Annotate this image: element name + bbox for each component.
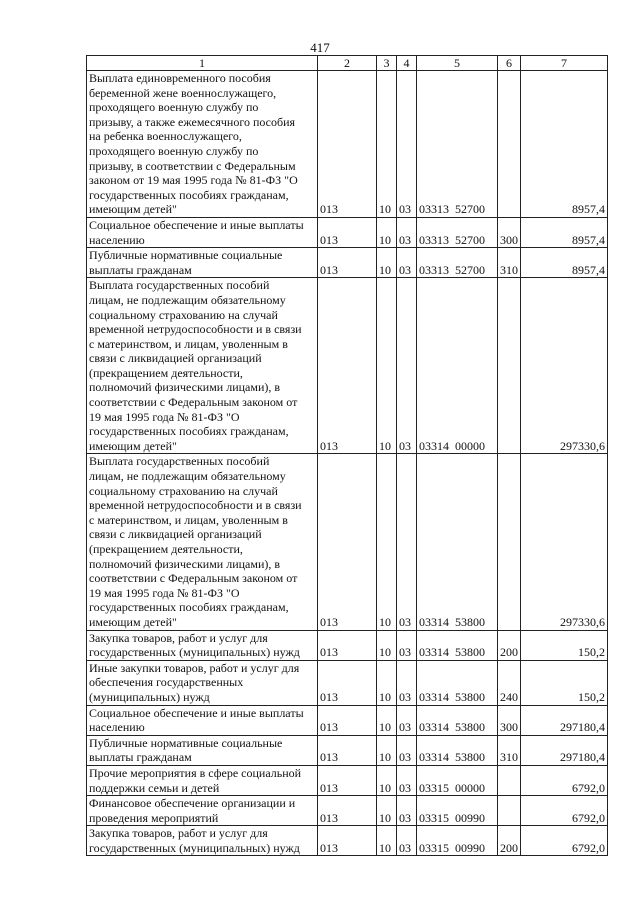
subsection-code: 03 — [397, 278, 417, 454]
expense-type-code: 310 — [498, 248, 521, 278]
section-code: 10 — [377, 826, 397, 856]
ministry-code: 013 — [318, 248, 377, 278]
subsection-code: 03 — [397, 705, 417, 735]
item-name: Иные закупки товаров, работ и услуг для обеспечения государственных (муниципальных) нужд — [87, 660, 318, 705]
target-article-code: 03313 52700 — [417, 71, 498, 218]
item-name: Выплата государственных пособий лицам, не подлежащим обязательному социальному страхованию на случай временной нетрудоспособности и в связи с материнством, и лицам, уволенным в связи с ликвидацией организаций (прекращением деятельности, полномочий физическими лицами), в соответствии с Федеральным законом от 19 мая 1995 года № 81-ФЗ "О государственных пособиях гражданам, имеющим детей" — [87, 454, 318, 630]
amount: 6792,0 — [521, 765, 608, 795]
table-row — [87, 248, 608, 278]
expense-type-code — [498, 278, 521, 454]
item-name: Социальное обеспечение и иные выплаты населению — [87, 217, 318, 247]
ministry-code: 013 — [318, 217, 377, 247]
column-header: 2 — [318, 56, 377, 71]
subsection-code: 03 — [397, 248, 417, 278]
expense-type-code — [498, 796, 521, 826]
item-name: Публичные нормативные социальные выплаты гражданам — [87, 735, 318, 765]
table-row — [87, 705, 608, 735]
amount: 6792,0 — [521, 796, 608, 826]
table-row — [87, 826, 608, 856]
amount: 150,2 — [521, 660, 608, 705]
section-code: 10 — [377, 217, 397, 247]
expense-type-code: 300 — [498, 217, 521, 247]
amount: 8957,4 — [521, 248, 608, 278]
expense-type-code: 200 — [498, 630, 521, 660]
ministry-code: 013 — [318, 278, 377, 454]
expense-type-code: 200 — [498, 826, 521, 856]
item-name: Финансовое обеспечение организации и проведения мероприятий — [87, 796, 318, 826]
item-name: Прочие мероприятия в сфере социальной поддержки семьи и детей — [87, 765, 318, 795]
target-article-code: 03314 00000 — [417, 278, 498, 454]
amount: 297180,4 — [521, 705, 608, 735]
section-code: 10 — [377, 735, 397, 765]
target-article-code: 03314 53800 — [417, 735, 498, 765]
table-body — [87, 71, 608, 856]
table-row — [87, 278, 608, 454]
section-code: 10 — [377, 796, 397, 826]
table-row — [87, 71, 608, 218]
item-name: Публичные нормативные социальные выплаты гражданам — [87, 248, 318, 278]
column-header: 5 — [417, 56, 498, 71]
subsection-code: 03 — [397, 826, 417, 856]
item-name: Социальное обеспечение и иные выплаты населению — [87, 705, 318, 735]
expense-type-code: 310 — [498, 735, 521, 765]
section-code: 10 — [377, 630, 397, 660]
table-row — [87, 796, 608, 826]
section-code: 10 — [377, 71, 397, 218]
ministry-code: 013 — [318, 735, 377, 765]
target-article-code: 03314 53800 — [417, 454, 498, 630]
budget-table — [86, 55, 608, 856]
subsection-code: 03 — [397, 71, 417, 218]
item-name: Выплата государственных пособий лицам, не подлежащим обязательному социальному страхованию на случай временной нетрудоспособности и в связи с материнством, и лицам, уволенным в связи с ликвидацией организаций (прекращением деятельности, полномочий физическими лицами), в соответствии с Федеральным законом от 19 мая 1995 года № 81-ФЗ "О государственных пособиях гражданам, имеющим детей" — [87, 278, 318, 454]
ministry-code: 013 — [318, 660, 377, 705]
ministry-code: 013 — [318, 705, 377, 735]
subsection-code: 03 — [397, 735, 417, 765]
amount: 297180,4 — [521, 735, 608, 765]
amount: 150,2 — [521, 630, 608, 660]
ministry-code: 013 — [318, 454, 377, 630]
subsection-code: 03 — [397, 765, 417, 795]
column-header: 4 — [397, 56, 417, 71]
target-article-code: 03314 53800 — [417, 705, 498, 735]
expense-type-code: 300 — [498, 705, 521, 735]
expense-type-code: 240 — [498, 660, 521, 705]
section-code: 10 — [377, 660, 397, 705]
item-name: Закупка товаров, работ и услуг для государственных (муниципальных) нужд — [87, 826, 318, 856]
page-number: 417 — [310, 40, 330, 55]
table-row — [87, 735, 608, 765]
table-row — [87, 765, 608, 795]
column-header: 3 — [377, 56, 397, 71]
section-code: 10 — [377, 765, 397, 795]
column-header: 1 — [87, 56, 318, 71]
target-article-code: 03314 53800 — [417, 630, 498, 660]
column-header: 6 — [498, 56, 521, 71]
target-article-code: 03315 00990 — [417, 796, 498, 826]
table-row — [87, 660, 608, 705]
ministry-code: 013 — [318, 630, 377, 660]
table-row — [87, 217, 608, 247]
ministry-code: 013 — [318, 71, 377, 218]
header-row — [87, 56, 608, 71]
ministry-code: 013 — [318, 765, 377, 795]
table-row — [87, 454, 608, 630]
amount: 297330,6 — [521, 454, 608, 630]
section-code: 10 — [377, 705, 397, 735]
subsection-code: 03 — [397, 454, 417, 630]
target-article-code: 03314 53800 — [417, 660, 498, 705]
expense-type-code — [498, 765, 521, 795]
section-code: 10 — [377, 454, 397, 630]
item-name: Закупка товаров, работ и услуг для государственных (муниципальных) нужд — [87, 630, 318, 660]
expense-type-code — [498, 454, 521, 630]
item-name: Выплата единовременного пособия беременной жене военнослужащего, проходящего военную службу по призыву, а также ежемесячного пособия на ребенка военнослужащего, проходящего военную службу по призыву, в соответствии с Федеральным законом от 19 мая 1995 года № 81-ФЗ "О государственных пособиях гражданам, имеющим детей" — [87, 71, 318, 218]
column-header: 7 — [521, 56, 608, 71]
amount: 8957,4 — [521, 71, 608, 218]
target-article-code: 03315 00990 — [417, 826, 498, 856]
amount: 297330,6 — [521, 278, 608, 454]
ministry-code: 013 — [318, 796, 377, 826]
target-article-code: 03313 52700 — [417, 248, 498, 278]
amount: 6792,0 — [521, 826, 608, 856]
target-article-code: 03313 52700 — [417, 217, 498, 247]
expense-type-code — [498, 71, 521, 218]
target-article-code: 03315 00000 — [417, 765, 498, 795]
ministry-code: 013 — [318, 826, 377, 856]
amount: 8957,4 — [521, 217, 608, 247]
subsection-code: 03 — [397, 217, 417, 247]
subsection-code: 03 — [397, 630, 417, 660]
subsection-code: 03 — [397, 660, 417, 705]
table-row — [87, 630, 608, 660]
section-code: 10 — [377, 248, 397, 278]
subsection-code: 03 — [397, 796, 417, 826]
section-code: 10 — [377, 278, 397, 454]
